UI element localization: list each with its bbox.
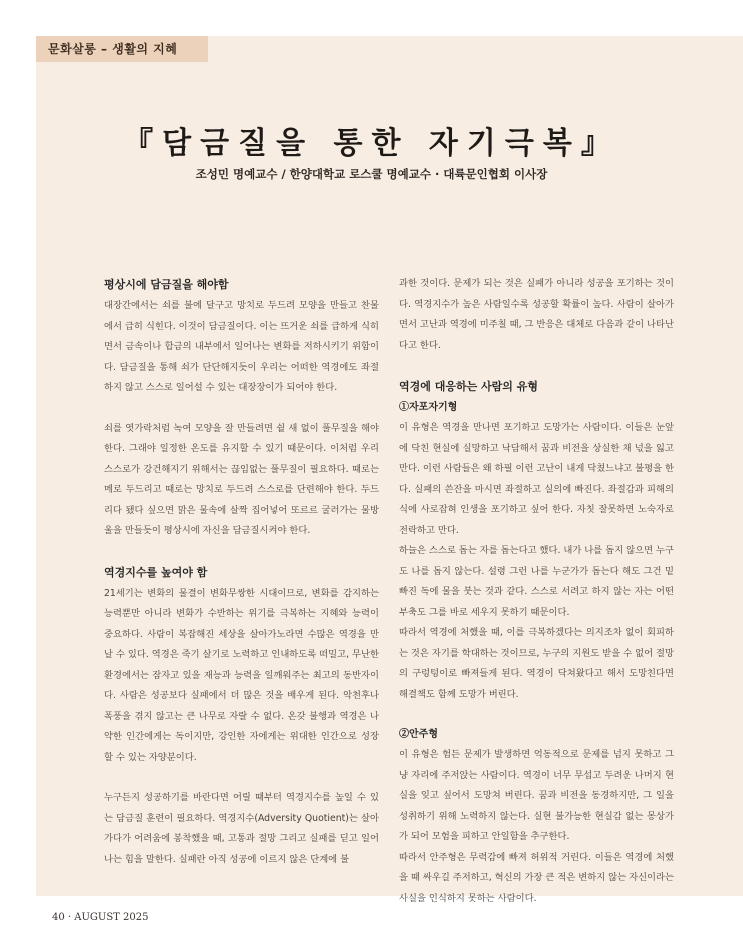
paragraph: 과한 것이다. 문제가 되는 것은 실패가 아니라 성공을 포기하는 것이다. 역경지수가 높은 사람일수록 성공할 확률이 높다. 사람이 살아가면서 고난과 역경에 미주칠 때, 그 반응은 대체로 다음과 같이 나타난다고 한다. [399, 278, 674, 351]
right-column [399, 274, 674, 909]
article-byline: 조성민 명예교수 / 한양대학교 로스쿨 명예교수 · 대륙문인협회 이사장 [195, 167, 548, 181]
section-heading: 역경지수를 높여야 함 [104, 565, 208, 579]
paragraph: 21세기는 변화의 물결이 변화무쌍한 시대이므로, 변화를 감지하는 능력뿐만 아니라 변화가 수반하는 위기를 극복하는 지혜와 능력이 중요하다. 사람이 복잡해진 세상을 살아가노라면 수많은 역경을 만날 수 있다. 역경은 죽기 살기로 노력하고 인내하도록 떠밀고, 무난한 환경에서는 잠자고 있을 재능과 능력을 일깨워주는 최고의 동반자이다. 사람은 성공보다 실패에서 더 많은 것을 배우게 된다. 악천후나 폭풍을 겪지 않고는 큰 나무로 자랄 수 없다. 온갖 불행과 역경은 나약한 인간에게는 독이지만, 강인한 자에게는 위대한 인간으로 성장할 수 있는 자양분이다. [104, 587, 379, 763]
section-heading: 평상시에 담금질을 해야함 [104, 278, 229, 291]
paragraph: 따라서 역경에 처했을 때, 이를 극복하겠다는 의지조차 없이 회피하는 것은 자기를 학대하는 것이므로, 누구의 지원도 받을 수 없어 절망의 구렁텅이로 빠져들게 된다. 역경이 닥쳐왔다고 해서 도망친다면 해결책도 함께 도망가 버린다. [399, 627, 674, 700]
paragraph: 누구든지 성공하기를 바란다면 어릴 때부터 역경지수를 높일 수 있는 담금질 훈련이 필요하다. 역경지수(Adversity Quotient)는 살아가다가 어려움에 봉착했을 때, 고통과 절망 그리고 실패를 딛고 일어나는 힘을 말한다. 실패란 아직 성공에 이르지 않은 단계에 불 [104, 792, 379, 865]
article-title: 『담금질을 통한 자기극복』 [123, 126, 620, 161]
section-heading: 역경에 대응하는 사람의 유형 [399, 380, 538, 393]
paragraph: 이 유형은 험든 문제가 발생하면 억동적으로 문제를 넘지 못하고 그냥 자리에 주저앉는 사람이다. 역경이 너무 무섭고 두려운 나머지 현실을 잊고 싶어서 도망쳐 버린다. 꿈과 비전을 동경하지만, 그 일을 성취하기 위해 노력하지 않는다. 실현 불가능한 현실감 없는 몽상가가 되어 모험을 피하고 안일함을 추구한다. [399, 749, 674, 842]
paragraph: 대장간에서는 쇠를 불에 달구고 망치로 두드려 모양을 만들고 찬물에서 급히 식힌다. 이것이 담금질이다. 이는 뜨거운 쇠를 급하게 식히면서 금속이나 합금의 내부에서 일어나는 변화를 저하시키기 위함이다. 담금질을 통해 쇠가 단단해지듯이 우리는 어떠한 역경에도 좌절하지 않고 스스로 일어설 수 있는 대장장이가 되어야 한다. [104, 300, 379, 393]
subheading: ①자포자기형 [399, 402, 458, 413]
paragraph: 따라서 안주형은 무력감에 빠져 허위적 거린다. 이들은 역경에 처했을 때 싸우길 주저하고, 혁신의 가장 큰 적은 변하지 않는 자신이라는 사실을 인식하지 못하는 사람이다. [399, 851, 674, 904]
paragraph: 하늘은 스스로 돕는 자를 돕는다고 했다. 내가 나를 돕지 않으면 누구도 나를 돕지 않는다. 설령 그런 나를 누군가가 돕는다 해도 그건 밑 빠진 독에 물을 붓는 것과 같다. 스스로 서려고 하지 않는 자는 어떤 부축도 그를 바로 세우지 못하기 때문이다. [399, 545, 674, 618]
paragraph: 이 유형은 역경을 만나면 포기하고 도망가는 사람이다. 이들은 눈앞에 닥친 현실에 실망하고 낙담해서 꿈과 비전을 상실한 채 넋을 잃고 만다. 이런 사람들은 왜 하필 이런 고난이 내게 닥쳤느냐고 불평을 한다. 실패의 쓴잔을 마시면 좌절하고 실의에 빠진다. 좌절감과 피해의식에 사로잡혀 인생을 포기하고 싶어 한다. 자칫 잘못하면 노숙자로 전락하고 만다. [399, 422, 674, 536]
subheading: ②안주형 [399, 729, 438, 740]
left-column [104, 274, 379, 870]
paragraph: 쇠를 엿가락처럼 녹여 모양을 잘 만들려면 쉴 새 없이 풀무질을 해야 한다. 그래야 일정한 온도를 유지할 수 있기 때문이다. 이처럼 우리 스스로가 강건해지기 위해서는 끊임없는 풀무질이 필요하다. 때로는 메로 두드리고 때로는 망치로 두드려 스스로를 단련해야 한다. 두드리다 됐다 싶으면 맑은 물속에 살짝 집어넣어 또르르 굴러가는 물방울을 만들듯이 평상시에 자신을 담금질시켜야 한다. [104, 422, 379, 536]
page-folio: 40 · AUGUST 2025 [52, 912, 149, 923]
section-tag: 문화살롱 – 생활의 지혜 [36, 36, 208, 62]
